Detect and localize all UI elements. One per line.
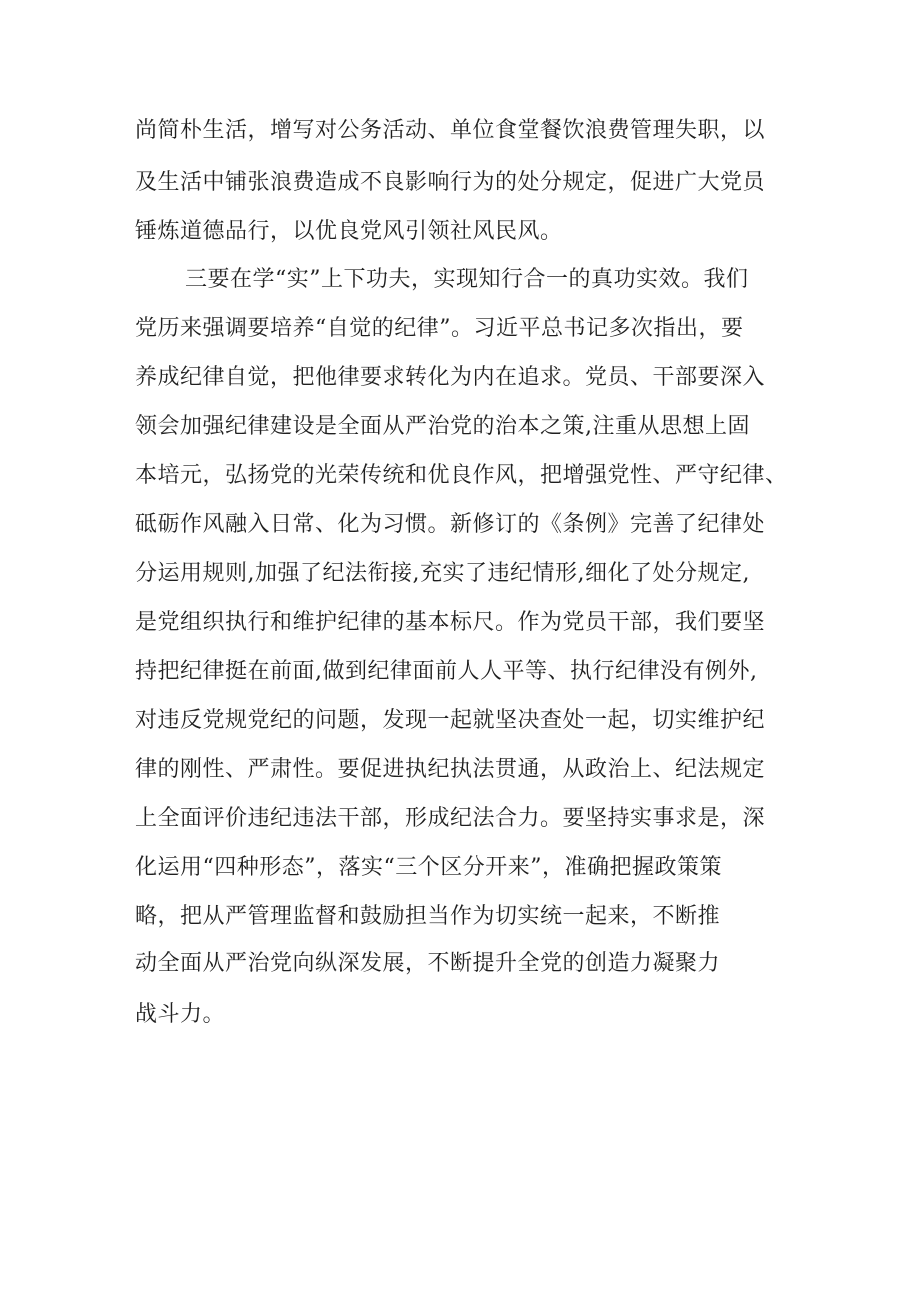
text-line: 尚简朴生活，增写对公务活动、单位食堂餐饮浪费管理失职，以 bbox=[135, 118, 766, 143]
text-line: 战斗力。 bbox=[135, 1002, 226, 1027]
text-line: 本培元，弘扬党的光荣传统和优良作风，把增强党性、严守纪律、 bbox=[135, 463, 788, 488]
text-line: 上全面评价违纪违法干部，形成纪法合力。要坚持实事求是，深 bbox=[135, 806, 766, 831]
text-line: 三要在学“实”上下功夫，实现知行合一的真功实效。我们 bbox=[185, 267, 749, 292]
text-line: 砥砺作风融入日常、化为习惯。新修订的《条例》完善了纪律处 bbox=[135, 512, 766, 537]
text-line: 略，把从严管理监督和鼓励担当作为切实统一起来，不断推 bbox=[135, 904, 721, 929]
text-line: 化运用“四种形态”，落实“三个区分开来”，准确把握政策策 bbox=[135, 855, 722, 880]
text-line: 党历来强调要培养“自觉的纪律”。习近平总书记多次指出，要 bbox=[135, 316, 744, 341]
text-line: 持把纪律挺在前面,做到纪律面前人人平等、执行纪律没有例外, bbox=[135, 659, 758, 684]
text-line: 对违反党规党纪的问题，发现一起就坚决查处一起，切实维护纪 bbox=[135, 708, 766, 733]
text-line: 领会加强纪律建设是全面从严治党的治本之策,注重从思想上固 bbox=[135, 414, 750, 439]
text-line: 律的刚性、严肃性。要促进执纪执法贯通，从政治上、纪法规定 bbox=[135, 757, 766, 782]
text-line: 动全面从严治党向纵深发展，不断提升全党的创造力凝聚力 bbox=[135, 951, 721, 976]
text-line: 锤炼道德品行，以优良党风引领社风民风。 bbox=[135, 219, 563, 244]
text-line: 养成纪律自觉，把他律要求转化为内在追求。党员、干部要深入 bbox=[135, 365, 766, 390]
text-line: 是党组织执行和维护纪律的基本标尺。作为党员干部，我们要坚 bbox=[135, 610, 766, 635]
text-line: 分运用规则,加强了纪法衔接,充实了违纪情形,细化了处分规定, bbox=[135, 561, 750, 586]
text-line: 及生活中铺张浪费造成不良影响行为的处分规定，促进广大党员 bbox=[135, 170, 766, 195]
